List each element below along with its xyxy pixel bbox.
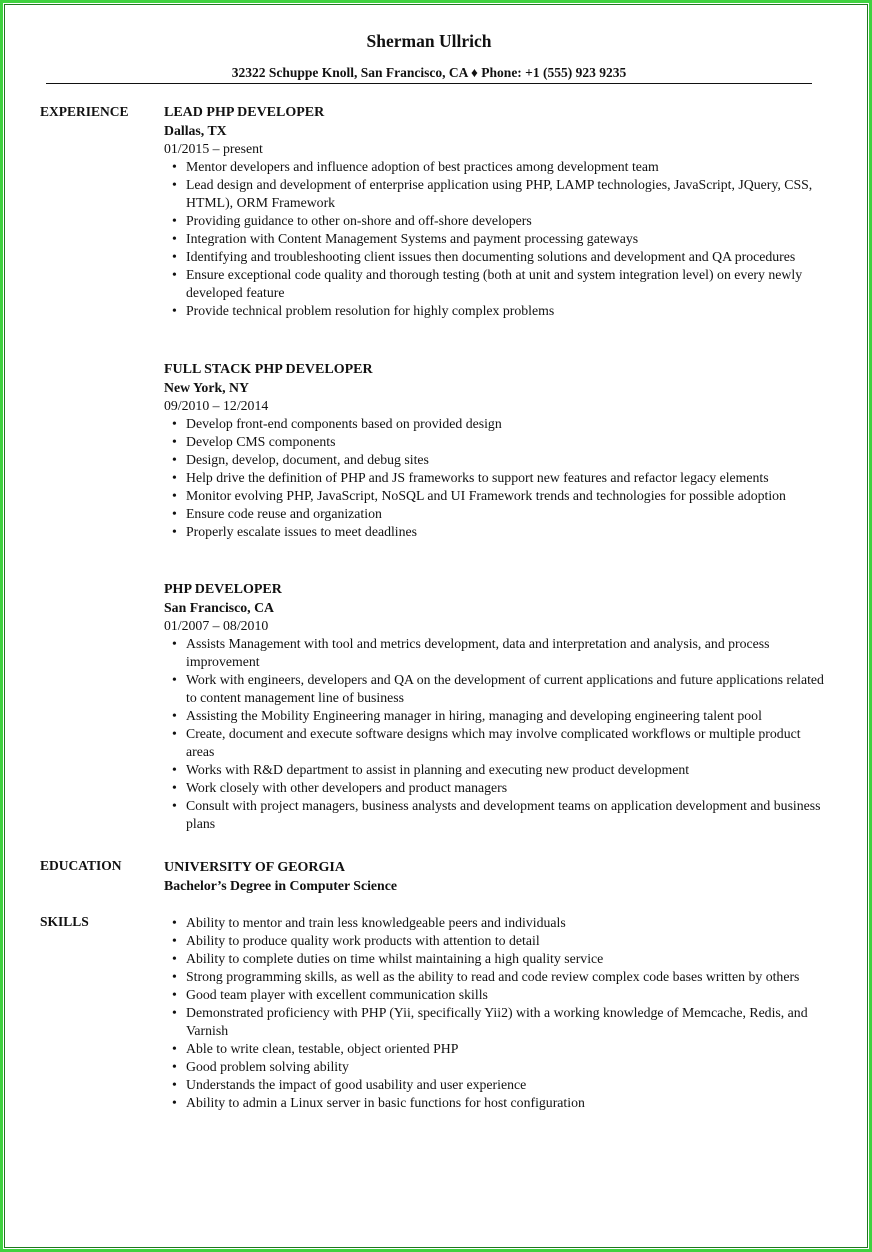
bullet-icon: •: [172, 726, 177, 741]
bullet-icon: •: [172, 969, 177, 984]
bullet-icon: •: [172, 177, 177, 192]
bullet-icon: •: [172, 1059, 177, 1074]
list-item: [164, 230, 824, 248]
job-bullets: [164, 635, 824, 833]
bullet-icon: •: [172, 672, 177, 687]
degree: Bachelor’s Degree in Computer Science: [164, 878, 397, 893]
bullet-text: Design, develop, document, and debug sites: [186, 452, 429, 467]
skills-heading: SKILLS: [40, 914, 89, 929]
job-entry: [164, 104, 824, 320]
bullet-icon: •: [172, 780, 177, 795]
skill-text: Able to write clean, testable, object oriented PHP: [186, 1041, 459, 1056]
bullet-icon: •: [172, 488, 177, 503]
bullet-icon: •: [172, 213, 177, 228]
bullet-text: Consult with project managers, business analysts and development teams on application development and business plans: [186, 798, 821, 831]
bullet-icon: •: [172, 762, 177, 777]
bullet-icon: •: [172, 1005, 177, 1020]
bullet-text: Assisting the Mobility Engineering manager in hiring, managing and developing engineering talent pool: [186, 708, 762, 723]
bullet-text: Providing guidance to other on-shore and off-shore developers: [186, 213, 532, 228]
skill-text: Ability to produce quality work products with attention to detail: [186, 933, 540, 948]
bullet-icon: •: [172, 1095, 177, 1110]
contact-line: 32322 Schuppe Knoll, San Francisco, CA ♦ Phone: +1 (555) 923 9235: [231, 65, 627, 80]
bullet-text: Works with R&D department to assist in planning and executing new product development: [186, 762, 690, 777]
bullet-text: Ensure exceptional code quality and thorough testing (both at unit and system integration level) on every newly developed feature: [186, 267, 803, 300]
bullet-icon: •: [172, 452, 177, 467]
skill-text: Good team player with excellent communication skills: [186, 987, 488, 1002]
bullet-icon: •: [172, 708, 177, 723]
job-entry: [164, 361, 824, 541]
list-item: [164, 302, 824, 320]
bullet-icon: •: [172, 1041, 177, 1056]
job-dates: 01/2015 – present: [164, 141, 263, 156]
header-divider: [46, 83, 812, 84]
bullet-icon: •: [172, 434, 177, 449]
skills-entry: [164, 914, 824, 1112]
school-name: UNIVERSITY OF GEORGIA: [164, 860, 345, 875]
bullet-text: Work with engineers, developers and QA on the development of current applications and future applications related to content management line of business: [186, 672, 824, 705]
bullet-text: Develop front-end components based on provided design: [186, 416, 502, 431]
list-item: [164, 1058, 824, 1076]
job-location: Dallas, TX: [164, 123, 227, 138]
bullet-icon: •: [172, 951, 177, 966]
bullet-icon: •: [172, 987, 177, 1002]
bullet-icon: •: [172, 798, 177, 813]
bullet-text: Integration with Content Management Systems and payment processing gateways: [186, 231, 639, 246]
bullet-text: Develop CMS components: [186, 434, 336, 449]
bullet-icon: •: [172, 303, 177, 318]
list-item: [164, 1076, 824, 1094]
bullet-text: Assists Management with tool and metrics development, data and interpretation and analysis, and process improvement: [186, 636, 770, 669]
list-item: [164, 469, 824, 487]
bullet-icon: •: [172, 933, 177, 948]
list-item: [164, 707, 824, 725]
list-item: [164, 635, 824, 671]
job-entry: [164, 581, 824, 833]
list-item: [164, 212, 824, 230]
list-item: [164, 523, 824, 541]
bullet-text: Properly escalate issues to meet deadlines: [186, 524, 418, 539]
skill-text: Strong programming skills, as well as the ability to read and code review complex code bases written by others: [186, 969, 800, 984]
list-item: [164, 932, 824, 950]
bullet-text: Create, document and execute software designs which may involve complicated workflows or multiple product areas: [186, 726, 801, 759]
bullet-text: Monitor evolving PHP, JavaScript, NoSQL and UI Framework trends and technologies for possible adoption: [186, 488, 786, 503]
list-item: [164, 1004, 824, 1040]
bullet-text: Work closely with other developers and product managers: [186, 780, 508, 795]
job-location: New York, NY: [164, 380, 249, 395]
education-entry: [164, 859, 824, 895]
list-item: [164, 433, 824, 451]
list-item: [164, 779, 824, 797]
bullet-icon: •: [172, 470, 177, 485]
candidate-name: Sherman Ullrich: [366, 31, 492, 51]
list-item: [164, 158, 824, 176]
bullet-icon: •: [172, 416, 177, 431]
list-item: [164, 950, 824, 968]
bullet-icon: •: [172, 231, 177, 246]
experience-heading: EXPERIENCE: [40, 104, 129, 119]
list-item: [164, 986, 824, 1004]
job-location: San Francisco, CA: [164, 600, 274, 615]
bullet-icon: •: [172, 506, 177, 521]
bullet-icon: •: [172, 524, 177, 539]
bullet-icon: •: [172, 915, 177, 930]
bullet-icon: •: [172, 267, 177, 282]
list-item: [164, 671, 824, 707]
list-item: [164, 176, 824, 212]
job-bullets: [164, 415, 824, 541]
list-item: [164, 1094, 824, 1112]
bullet-icon: •: [172, 159, 177, 174]
skill-text: Ability to admin a Linux server in basic functions for host configuration: [186, 1095, 585, 1110]
job-dates: 01/2007 – 08/2010: [164, 618, 269, 633]
bullet-text: Ensure code reuse and organization: [186, 506, 382, 521]
bullet-icon: •: [172, 1077, 177, 1092]
bullet-text: Provide technical problem resolution for highly complex problems: [186, 303, 555, 318]
list-item: [164, 451, 824, 469]
bullet-text: Mentor developers and influence adoption of best practices among development team: [186, 159, 659, 174]
bullet-icon: •: [172, 636, 177, 651]
list-item: [164, 725, 824, 761]
skill-text: Ability to complete duties on time whilst maintaining a high quality service: [186, 951, 604, 966]
job-title: LEAD PHP DEVELOPER: [164, 105, 325, 120]
skills-list: [164, 914, 824, 1112]
list-item: [164, 968, 824, 986]
list-item: [164, 505, 824, 523]
list-item: [164, 797, 824, 833]
job-title: FULL STACK PHP DEVELOPER: [164, 362, 373, 377]
list-item: [164, 266, 824, 302]
list-item: [164, 914, 824, 932]
bullet-text: Identifying and troubleshooting client issues then documenting solutions and development and QA procedures: [186, 249, 796, 264]
list-item: [164, 1040, 824, 1058]
bullet-text: Lead design and development of enterprise application using PHP, LAMP technologies, JavaScript, JQuery, CSS, HTML), ORM Framework: [186, 177, 813, 210]
bullet-text: Help drive the definition of PHP and JS frameworks to support new features and refactor legacy elements: [186, 470, 769, 485]
job-title: PHP DEVELOPER: [164, 582, 282, 597]
list-item: [164, 487, 824, 505]
list-item: [164, 248, 824, 266]
skill-text: Ability to mentor and train less knowledgeable peers and individuals: [186, 915, 566, 930]
skill-text: Demonstrated proficiency with PHP (Yii, specifically Yii2) with a working knowledge of Memcache, Redis, and Varnish: [186, 1005, 808, 1038]
list-item: [164, 761, 824, 779]
skill-text: Good problem solving ability: [186, 1059, 349, 1074]
education-heading: EDUCATION: [40, 858, 122, 873]
bullet-icon: •: [172, 249, 177, 264]
job-bullets: [164, 158, 824, 320]
job-dates: 09/2010 – 12/2014: [164, 398, 269, 413]
list-item: [164, 415, 824, 433]
skill-text: Understands the impact of good usability and user experience: [186, 1077, 527, 1092]
